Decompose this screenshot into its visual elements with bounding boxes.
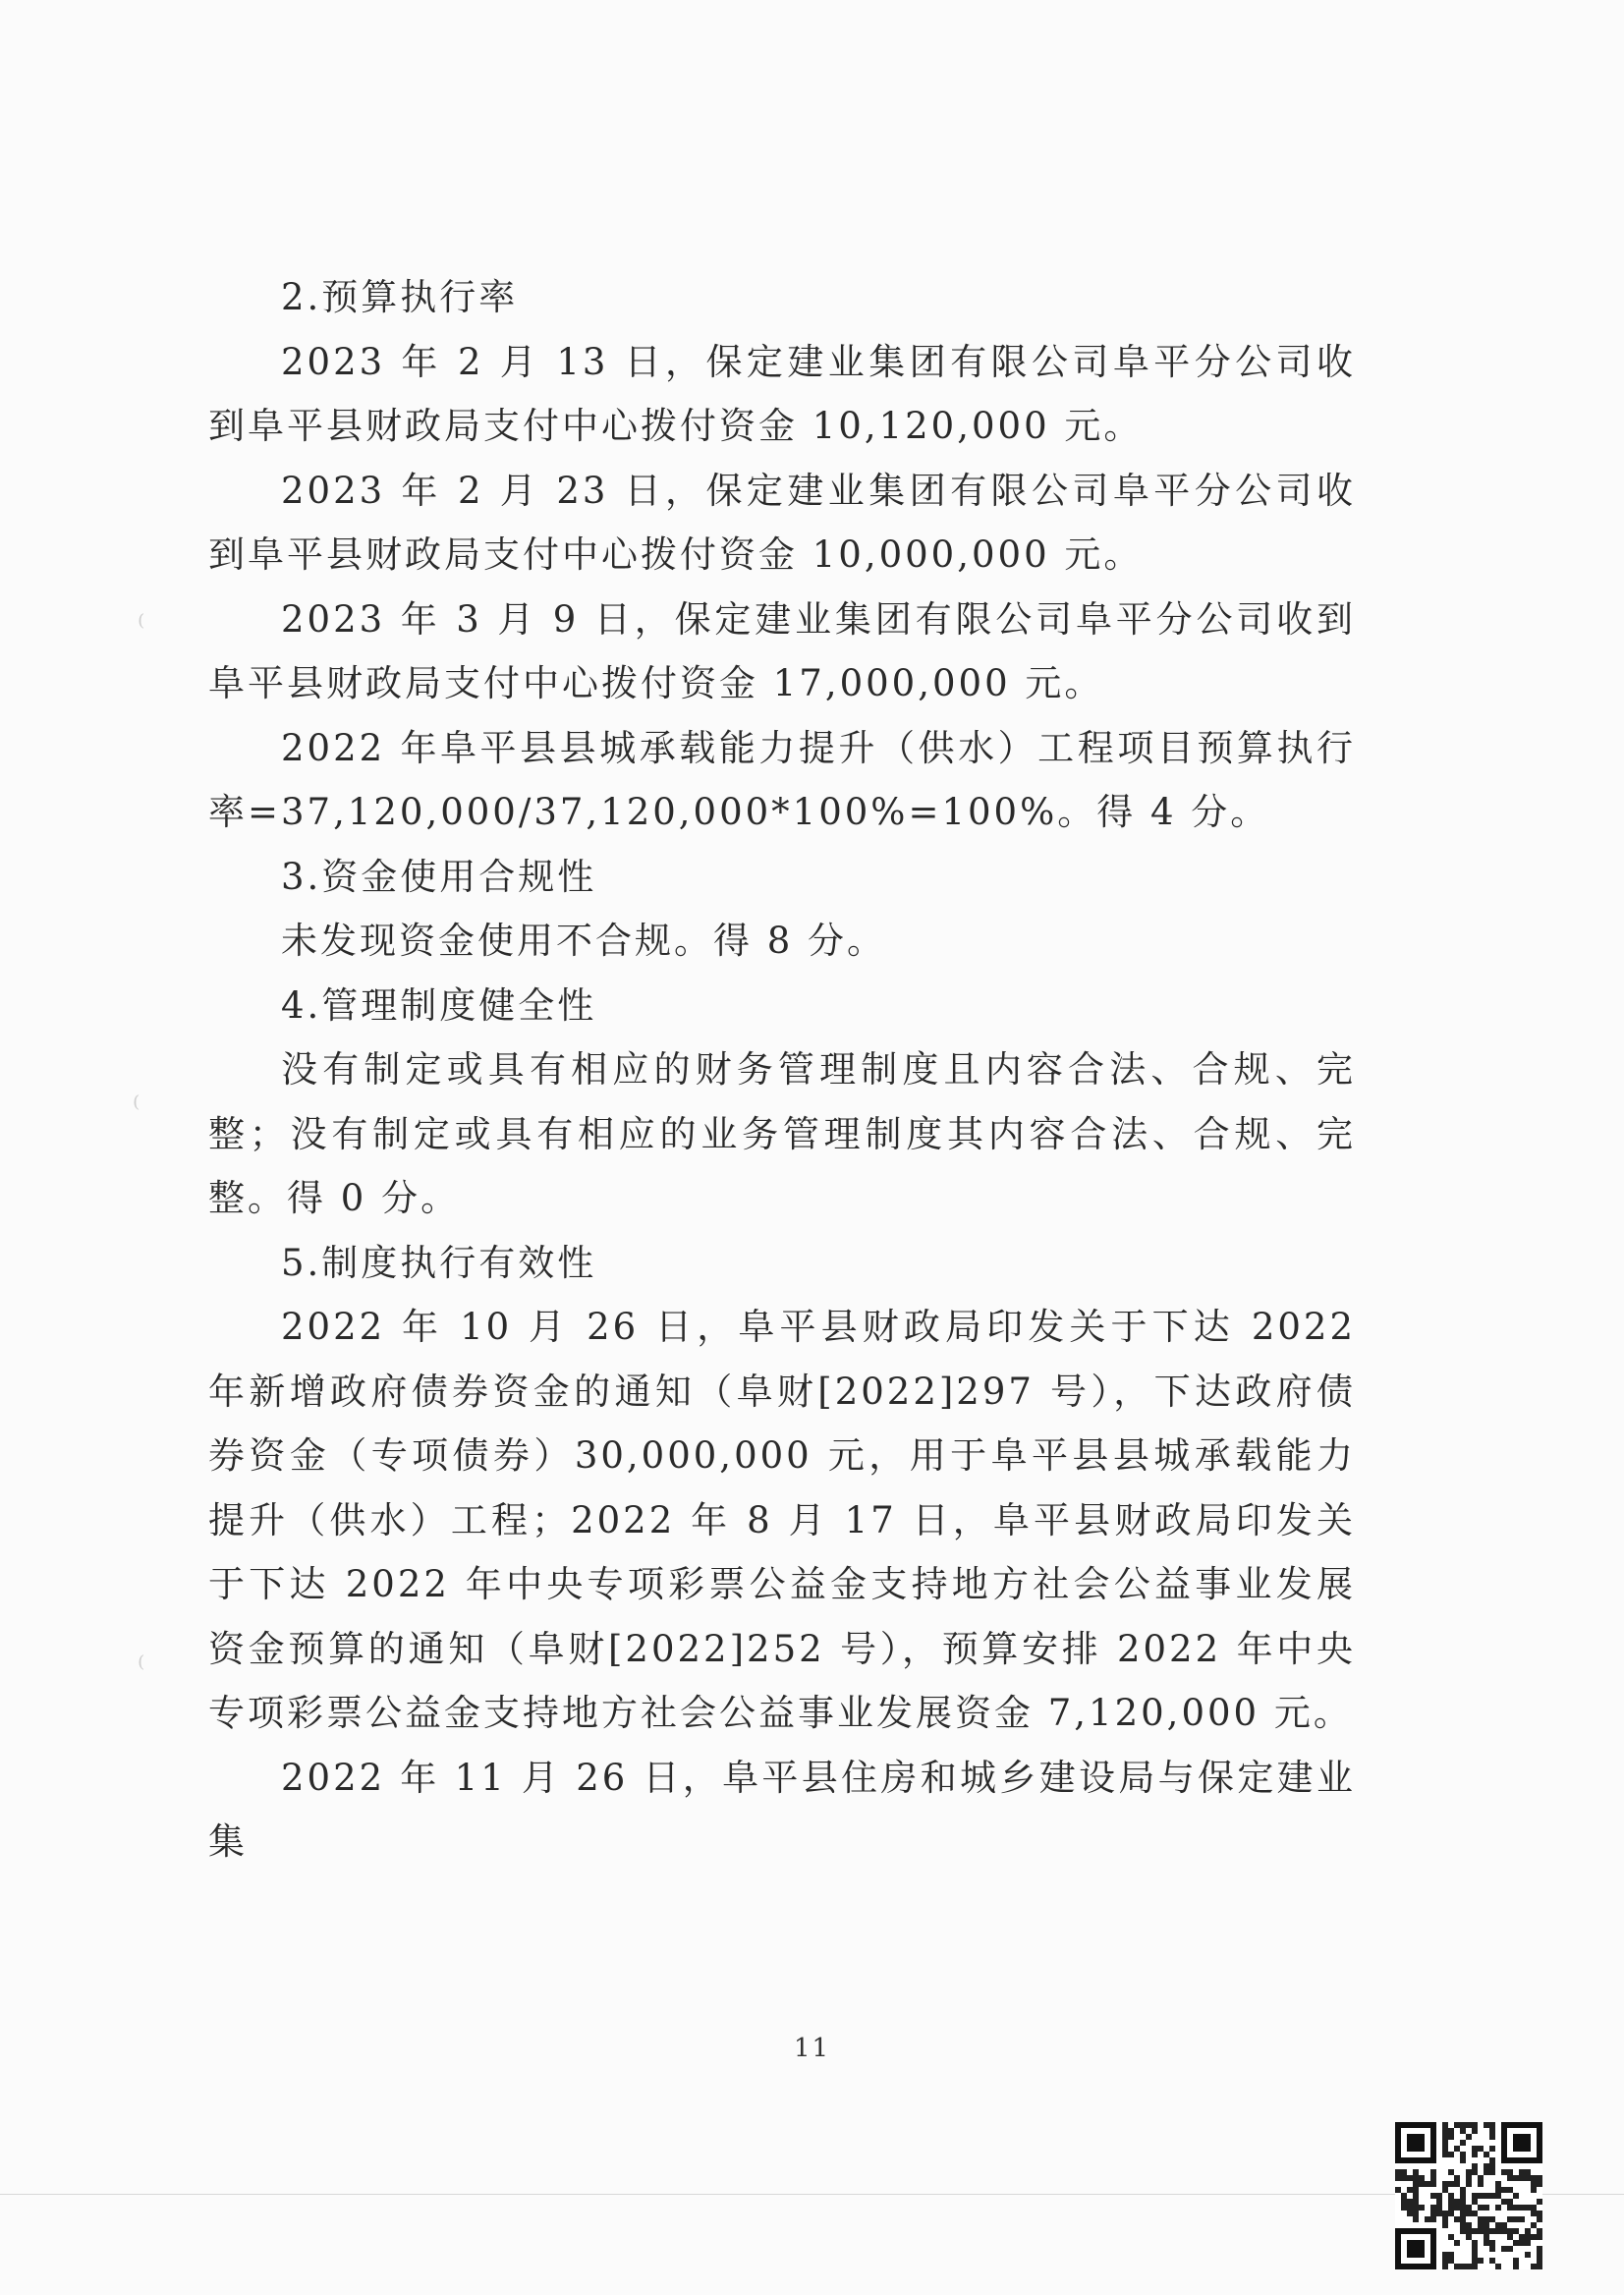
page-number: 11 bbox=[793, 2034, 831, 2063]
section-heading-system-effectiveness: 5.制度执行有效性 bbox=[281, 1241, 597, 1284]
section-heading-management-system: 4.管理制度健全性 bbox=[281, 983, 597, 1027]
paragraph: 2022 年 11 月 26 日，阜平县住房和城乡建设局与保定建业集 bbox=[208, 1756, 1356, 1863]
section-heading-fund-compliance: 3.资金使用合规性 bbox=[281, 855, 597, 898]
paragraph: 2022 年阜平县县城承载能力提升（供水）工程项目预算执行率=37,120,000/37,120,000*100%=100%。得 4 分。 bbox=[208, 726, 1356, 833]
paragraph: 2023 年 3 月 9 日，保定建业集团有限公司阜平分公司收到阜平县财政局支付中心拨付资金 17,000,000 元。 bbox=[208, 597, 1356, 704]
paragraph: 2022 年 10 月 26 日，阜平县财政局印发关于下达 2022 年新增政府债券资金的通知（阜财[2022]297 号），下达政府债券资金（专项债券）30,000,000 元，用于阜平县县城承载能力提升（供水）工程；2022 年 8 月 17 日，阜平县财政局印发关于下达 2022 年中央专项彩票公益金支持地方社会公益事业发展资金预算的通知（阜财[2022]252 号），预算安排 2022 年中央专项彩票公益金支持地方社会公益事业发展资金 7,120,000 元。 bbox=[208, 1306, 1356, 1734]
paragraph: 2023 年 2 月 13 日，保定建业集团有限公司阜平分公司收到阜平县财政局支付中心拨付资金 10,120,000 元。 bbox=[208, 340, 1356, 447]
scan-artifact-icon: ⁽ bbox=[138, 609, 145, 644]
paragraph: 2023 年 2 月 23 日，保定建业集团有限公司阜平分公司收到阜平县财政局支付中心拨付资金 10,000,000 元。 bbox=[208, 469, 1356, 576]
paragraph: 未发现资金使用不合规。得 8 分。 bbox=[281, 920, 887, 962]
scan-divider bbox=[0, 2194, 1624, 2195]
scan-artifact-icon: ⁽ bbox=[138, 1651, 145, 1685]
section-heading-budget-execution: 2.预算执行率 bbox=[281, 276, 519, 318]
scan-artifact-icon: ⁽ bbox=[133, 1091, 140, 1125]
paragraph: 没有制定或具有相应的财务管理制度且内容合法、合规、完整；没有制定或具有相应的业务管理制度其内容合法、合规、完整。得 0 分。 bbox=[208, 1048, 1356, 1219]
document-body bbox=[208, 265, 1356, 1875]
qr-code-icon bbox=[1395, 2122, 1542, 2269]
